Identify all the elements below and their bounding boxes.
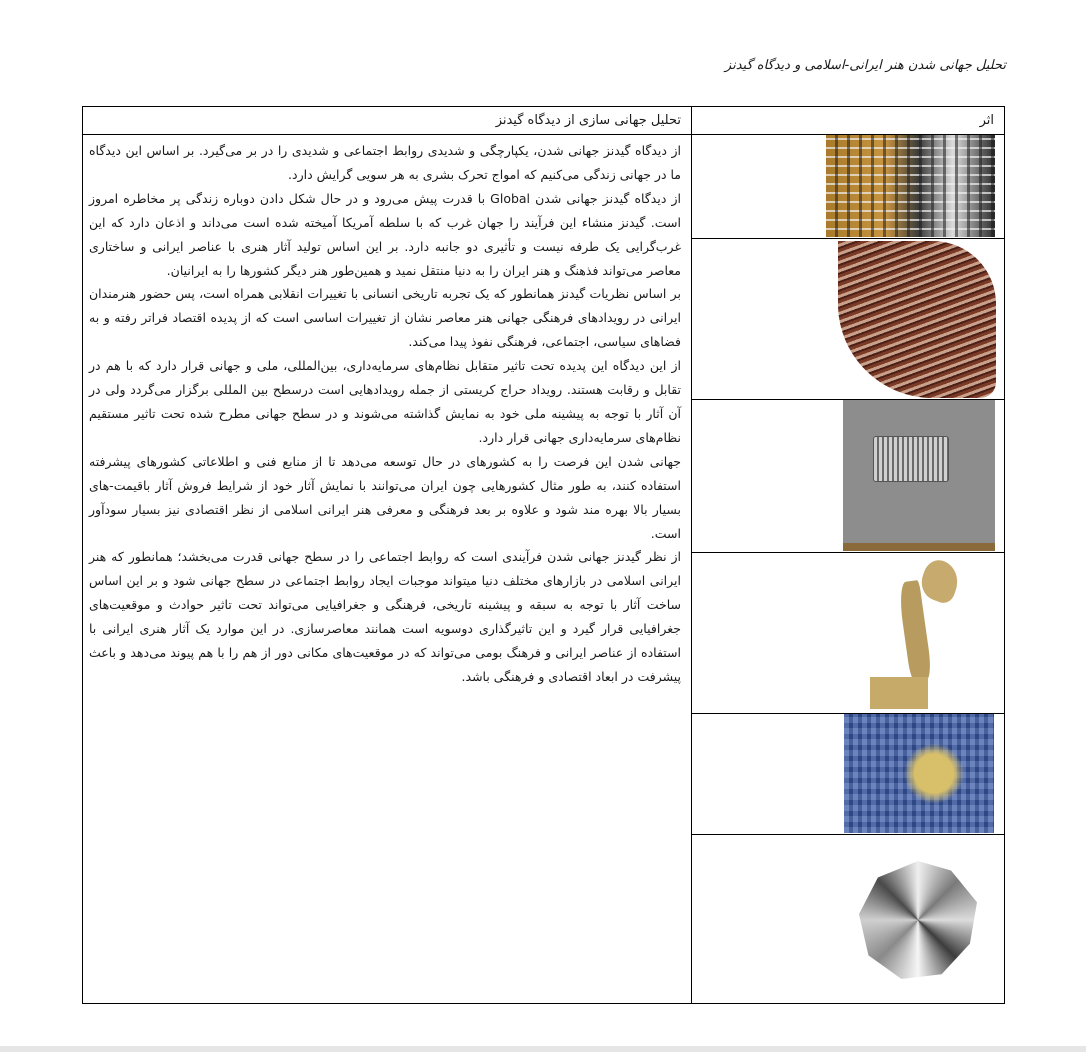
paragraph: بر اساس نظریات گیدنز همانطور که یک تجربه تاریخی انسانی با تغییرات انقلابی همراه است، پس حضور هنرمندان ایرانی در رویدادهای فرهنگی جهانی هنر معاصر نشان از تغییرات اساسی است که از پدیده اقتصاد فراتر رفته و به فضاهای سیاسی، اجتماعی، فرهنگی نفوذ پیدا می‌کند. [89,286,681,350]
artwork-cell-3 [692,400,1005,553]
paragraph: از دیدگاه گیدنز جهانی شدن، یکپارچگی و شدیدی روابط اجتماعی و شدیدی را در بر می‌گیرد. بر اساس این دیدگاه ما در جهانی زندگی می‌کنیم که امواج تحرک بشری به هر سویی گرایش دارد. [89,143,681,182]
artwork-cell-1 [692,135,1005,239]
artwork-cell-5 [692,714,1005,835]
paragraph: جهانی شدن این فرصت را به کشورهای در حال توسعه می‌دهد تا از منابع فنی و اطلاعاتی کشورهای پیشرفته استفاده کنند، به طور مثال کشورهایی چون ایران می‌توانند با نمایش آثار خود از شرایط فروش آثار باقیمت-های بسیار بالا بهره مند شود و علاوه بر بعد فرهنگی و معرفی هنر ایرانی اسلامی از نظر اقتصادی نیز بسیار سودآور است. [89,453,681,541]
paragraph: از این دیدگاه این پدیده تحت تاثیر متقابل نظام‌های سرمایه‌داری، بین‌المللی، ملی و جهانی قرار دارد که با هم در تقابل و رقابت هستند. رویداد حراج کریستی از جمله رویدادهایی است درسطح بین المللی برگزار می‌گردد ولی در آن آثار با توجه به پیشینه ملی خود به نمایش گذاشته می‌شوند و در سطح جهانی مطرح شده تحت تاثیر مستقیم نظام‌های سرمایه‌داری جهانی قرار دارد. [89,358,681,445]
artwork-cell-4 [692,553,1005,714]
artwork-cell-2 [692,239,1005,400]
paragraph: از نظر گیدنز جهانی شدن فرآیندی است که روابط اجتماعی را در سطح جهانی قدرت می‌بخشد؛ همانطور که هنر ایرانی اسلامی در بازارهای مختلف دنیا میتواند موجبات ایجاد روابط اجتماعی در سطح جهانی شود و بر این اساس ساخت آثار با توجه به سبقه و پیشینه تاریخی، فرهنگی و جغرافیایی می‌تواند تحت تاثیر حوادث و موقعیت‌های جغرافیایی قرار گیرد و این تاثیرگذاری دوسویه است همانند معاصرسازی. در این موارد یک آثار هنری ایرانی با استفاده از عناصر ایرانی و فرهنگ بومی می‌تواند که در موقعیت‌های مکانی دور از هم را با هم پیوند می‌دهد و باعث پیشرفت در ابعاد اقتصادی و فرهنگی باشد. [89,549,681,684]
table-header-row [83,107,1005,135]
paragraph: از دیدگاه گیدنز جهانی شدن Global با قدرت پیش می‌رود و در حال شکل دادن دوباره زندگی پر مخاطره امروز است. گیدنز منشاء این فرآیند را جهان غرب که با سلطه آمریکا آمیخته شده است می‌داند و اذعان دارد که این غرب‌گرایی یک طرفه نیست و تأثیری دو جانبه دارد. بر این اساس تولید آثار هنری با عناصر ایرانی و ساختاری معاصر می‌تواند فذهنگ و هنر ایران را به دنیا منتقل نمید و همین‌طور هنر دیگر کشورها را به ایرانیان. [89,190,681,278]
column-header-work: اثر [692,107,1005,135]
artwork-wall-relief-image [843,400,995,551]
analysis-text-cell [83,135,692,1004]
artwork-bronze-sculpture-image [842,553,995,713]
analysis-table [82,106,1005,1004]
page-bottom-edge [0,1046,1086,1052]
page-header: تحلیل جهانی شدن هنر ایرانی-اسلامی و دیدگاه گیدنز [724,58,1006,73]
artwork-calligraphy-image [826,135,995,237]
artwork-blue-painting-image [844,714,994,833]
column-header-analysis: تحلیل جهانی سازی از دیدگاه گیدنز [83,107,692,135]
artwork-woven-sculpture-image [838,241,996,398]
artwork-metal-sphere-image [845,837,993,999]
artwork-cell-6 [692,835,1005,1004]
